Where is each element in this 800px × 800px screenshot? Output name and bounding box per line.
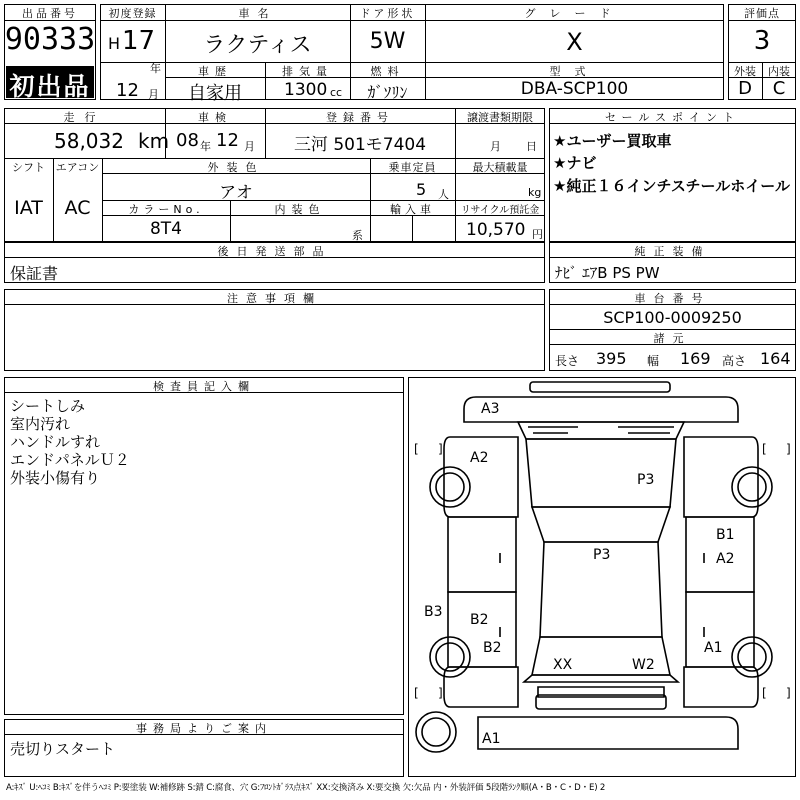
legend: A:ｷｽﾞ U:ﾍｺﾐ B:ｷｽﾞを伴うﾍｺﾐ P:要塗装 W:補修跡 S:錆 C:腐食、穴 G:ﾌﾛﾝﾄｶﾞﾗｽ点ｷｽﾞ XX:交換済み X:要交換 欠:欠品 内・外装評価 5段階ﾗﾝｸ順(A・B・C・D・E) 2 [6,783,606,793]
mark-b2-left: B2 [470,612,489,628]
grade: X [566,28,583,56]
exterior-grade-label: 外装 [734,65,756,78]
spec-label: 諸元 [653,332,692,345]
first-listing-label: 初出品 [9,72,91,101]
inspector-line-3: ハンドルすれ [10,433,101,451]
recycle: 10,570 [466,220,526,240]
inspector-line-4: エンドパネルＵ２ [10,451,130,469]
sales-point-1: ★ユーザー買取車 [553,132,672,150]
exterior-grade: D [738,78,752,99]
sales-point-3: ★純正１６インチスチールホイール [553,177,790,195]
svg-text:]: ] [786,686,791,700]
import-label: 輸入車 [390,203,435,216]
car-name-label: 車名 [238,7,277,20]
mark-b2-left-rear: B2 [483,640,502,656]
sales-points-label: セールスポイント [604,111,740,124]
width: 169 [680,349,711,368]
inspector-label: 検査員記入欄 [153,380,255,393]
length-label: 長さ [555,354,580,368]
color: アオ [219,183,253,203]
reg-no: 三河 501モ7404 [293,135,427,155]
svg-text:[: [ [414,442,419,456]
inspection-year: 08 [176,130,199,151]
mileage: 58,032 [54,129,124,153]
equipment-value: ﾅﾋﾞ ｴｱB PS PW [555,264,660,282]
inspection-month: 12 [216,130,239,151]
chassis-number: SCP100-0009250 [603,308,742,327]
displacement-label: 排気量 [282,65,333,78]
svg-text:]: ] [438,442,443,456]
mark-xx-rear: XX [553,657,573,673]
recycle-unit: 円 [532,228,543,241]
inspection-month-unit: 月 [244,140,255,153]
length: 395 [596,349,627,368]
reg-no-label: 登録番号 [326,111,394,124]
first-reg-month-unit: 月 [148,88,159,101]
mark-a3-front: A3 [481,401,500,417]
mileage-label: 走行 [63,111,106,124]
height-label: 高さ [722,354,747,368]
load-label: 最大積載量 [472,161,528,174]
office-value: 売切りスタート [10,740,116,758]
svg-text:[: [ [762,442,767,456]
mark-w2-rear: W2 [632,657,655,673]
score-label: 評価点 [744,7,780,20]
lot-number-label: 出品番号 [22,7,78,20]
transfer-day-unit: 日 [526,140,537,153]
mark-b3-left: B3 [424,604,443,620]
interior-color-unit: 系 [352,229,363,242]
transfer-label: 譲渡書類期限 [467,111,533,124]
ac-label: エアコン [55,161,100,174]
mark-b1-right: B1 [716,527,735,543]
history: 自家用 [188,83,242,104]
mark-p3-hood: P3 [637,472,655,488]
interior-grade: C [772,78,786,99]
chassis-label: 車台番号 [634,292,711,305]
inspector-line-1: シートしみ [10,397,86,415]
shift-label: シフト [12,161,45,174]
inspector-line-5: 外装小傷有り [10,469,101,487]
interior-color-label: 内装色 [274,203,326,216]
mark-a1-bottom: A1 [482,731,501,747]
car-diagram [408,377,796,777]
later-parts: 保証書 [10,264,59,283]
color-label: 外装色 [207,161,265,174]
lot-number: 90333 [4,22,96,57]
office-label: 事務局よりご案内 [136,722,272,735]
later-parts-label: 後日発送部品 [217,245,332,258]
interior-grade-label: 内装 [768,65,790,78]
first-reg-month: 12 [116,80,139,101]
mileage-unit: km [138,129,170,153]
svg-text:[: [ [762,686,767,700]
car-name: ラクティス [203,33,312,58]
inspection-label: 車検 [198,111,232,124]
height: 164 [760,349,791,368]
ac: AC [64,197,91,219]
fuel-label: 燃料 [370,65,405,78]
color-no: 8T4 [149,219,183,239]
fuel: ｶﾞｿﾘﾝ [367,83,408,102]
mark-p3-roof: P3 [593,547,611,563]
first-reg-year-unit: 年 [150,62,161,75]
width-label: 幅 [647,354,660,368]
first-reg-era: H [108,34,121,53]
svg-text:]: ] [438,686,443,700]
score: 3 [753,26,771,56]
mark-a2-left-front: A2 [470,450,489,466]
mark-a2-right: A2 [716,551,735,567]
equipment-label: 純正装備 [634,245,711,258]
mark-a1-right-rear: A1 [704,640,723,656]
svg-text:]: ] [786,442,791,456]
load-unit: kg [528,186,542,199]
door-type: 5W [369,29,406,54]
capacity: 5 [416,180,427,199]
capacity-label: 乗車定員 [388,161,437,174]
first-reg-year: 17 [122,26,156,56]
model-code: DBA-SCP100 [520,79,629,99]
displacement: 1300 [284,80,328,100]
first-reg-label: 初度登録 [108,7,157,20]
history-label: 車歴 [198,65,232,78]
door-label: ドア形状 [359,7,416,20]
recycle-label: リサイクル預託金 [460,205,540,216]
capacity-unit: 人 [438,188,449,201]
sales-point-2: ★ナビ [553,154,597,172]
model-code-label: 型式 [549,65,600,78]
displacement-unit: cc [330,86,343,99]
color-no-label: カラーNo. [128,203,204,216]
notes-label: 注意事項欄 [227,292,322,305]
inspector-line-2: 室内汚れ [10,415,71,433]
inspection-year-unit: 年 [200,140,211,153]
transfer-month-unit: 月 [490,140,501,153]
shift: IAT [14,197,43,219]
svg-text:[: [ [414,686,419,700]
grade-label: グレード [524,7,625,20]
